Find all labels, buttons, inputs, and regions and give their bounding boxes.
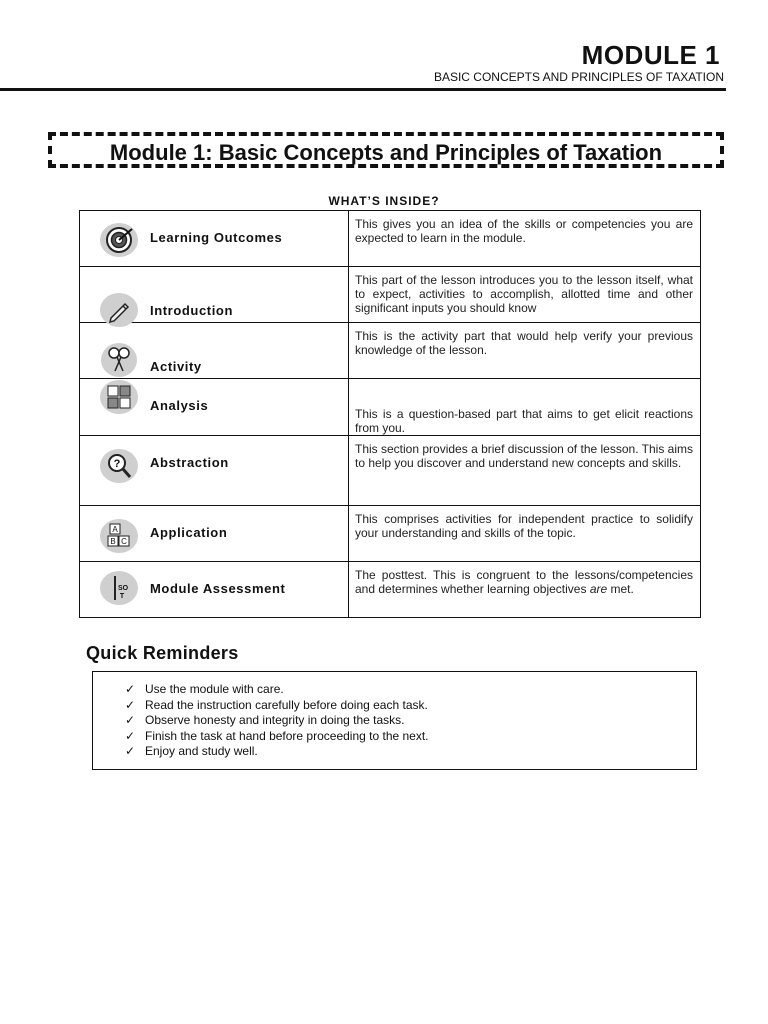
keys-icon: [101, 343, 137, 377]
check-icon: ✓: [125, 744, 136, 759]
svg-text:?: ?: [113, 458, 121, 470]
reminder-list: [93, 672, 696, 760]
row-label: Analysis: [150, 398, 209, 413]
target-icon: [100, 223, 138, 257]
svg-text:SO: SO: [117, 585, 129, 592]
abc-blocks-icon: [100, 519, 138, 553]
whats-inside-table: [79, 210, 701, 618]
row-label: Application: [150, 525, 228, 540]
check-icon: ✓: [125, 728, 136, 743]
row-label: Abstraction: [150, 455, 229, 470]
row-label: Module Assessment: [150, 581, 286, 596]
table-row: [80, 211, 701, 267]
row-description: This part of the lesson introduces you to the lesson itself, what to expect, activities to accomplish, allotted time and other significant inputs you should know: [349, 267, 701, 323]
row-description: This section provides a brief discussion of the lesson. This aims to help you discover and understand new concepts and skills.: [349, 436, 701, 506]
check-icon: ✓: [125, 697, 136, 712]
row-description: This is the activity part that would help verify your previous knowledge of the lesson.: [349, 323, 701, 379]
svg-text:A: A: [112, 525, 118, 534]
list-item: ✓ Read the instruction carefully before doing each task.: [125, 697, 428, 712]
row-label: Introduction: [150, 303, 234, 318]
table-row: [80, 436, 701, 506]
table-row: [80, 506, 701, 562]
check-icon: ✓: [125, 713, 136, 728]
quick-reminders-title: Quick Reminders: [86, 643, 239, 663]
test-icon: [100, 571, 138, 605]
table-row: [80, 379, 701, 436]
page-title: Module 1: Basic Concepts and Principles of Taxation: [109, 140, 663, 165]
list-item: ✓ Enjoy and study well.: [125, 744, 258, 759]
module-header-label: MODULE 1: [581, 40, 720, 70]
svg-text:T: T: [119, 593, 125, 600]
title-box: [48, 132, 724, 168]
check-icon: ✓: [125, 682, 136, 696]
header-rule: [0, 88, 726, 91]
row-description: This is a question-based part that aims to get elicit reactions from you.: [349, 379, 701, 436]
quick-reminders-box: [92, 671, 697, 770]
table-row: [80, 323, 701, 379]
puzzle-icon: [100, 380, 138, 414]
row-description: This comprises activities for independent practice to solidify your understanding and skills of the topic.: [349, 506, 701, 562]
svg-text:B: B: [110, 537, 116, 546]
magnifier-question-icon: [100, 449, 138, 483]
table-row: [80, 267, 701, 323]
row-description: This gives you an idea of the skills or competencies you are expected to learn in the module.: [349, 211, 701, 267]
list-item: ✓ Use the module with care.: [125, 682, 284, 696]
row-label: Activity: [150, 359, 202, 374]
table-row: [80, 562, 701, 618]
whats-inside-heading: WHAT’S INSIDE?: [328, 194, 440, 208]
list-item: ✓ Finish the task at hand before proceeding to the next.: [125, 728, 429, 743]
svg-text:C: C: [121, 537, 127, 546]
list-item: ✓ Observe honesty and integrity in doing the tasks.: [125, 713, 405, 728]
module-header-subtitle: BASIC CONCEPTS AND PRINCIPLES OF TAXATION: [433, 70, 724, 84]
row-description: The posttest. This is congruent to the lessons/competencies and determines whether learning objectives are met.: [349, 562, 701, 618]
row-label: Learning Outcomes: [150, 230, 283, 245]
